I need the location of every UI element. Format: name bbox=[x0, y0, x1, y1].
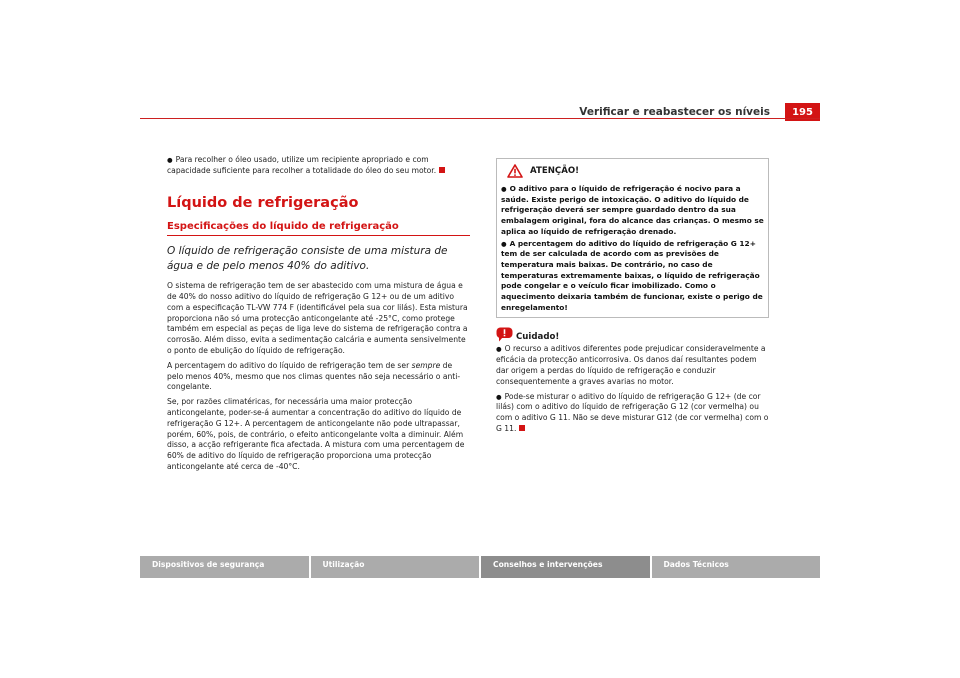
intro-text: O líquido de refrigeração consiste de uma mistura de água e de pelo menos 40% do aditivo. bbox=[167, 245, 448, 272]
footer-nav bbox=[140, 556, 820, 578]
footer-tab-usage[interactable]: Utilização bbox=[311, 556, 480, 578]
warning-triangle-icon bbox=[507, 164, 523, 178]
footer-tab-technical[interactable]: Dados Técnicos bbox=[652, 556, 821, 578]
caution-icon bbox=[496, 327, 513, 342]
oil-disposal-paragraph bbox=[167, 155, 470, 176]
warning-box bbox=[496, 158, 769, 318]
warning-title: ATENÇÃO! bbox=[530, 166, 580, 176]
section-title: Líquido de refrigeração bbox=[167, 195, 359, 212]
warning-item-2-text: A percentagem do aditivo do líquido de refrigeração G 12+ tem de ser calculada de acordo com as previsões de temperatura mais baixas. De contrário, no caso de temperaturas extremamente baixas, o líquido de refrigeração pode congelar e o veículo ficar imobilizado. Como o aquecimento deixaria também de funcionar, existe o perigo de enregelamento! bbox=[501, 238, 763, 312]
caution-item-1 bbox=[496, 344, 769, 387]
caution-item-1-text: O recurso a aditivos diferentes pode prejudicar consideravelmente a eficácia da protecção anticorrosiva. Os danos daí resultantes podem dar origem a perdas do líquido de refrigeração e conduzir consequentemente a graves avarias no motor. bbox=[496, 344, 766, 386]
warning-item-1-text: O aditivo para o líquido de refrigeração é nocivo para a saúde. Existe perigo de intoxicação. O aditivo do líquido de refrigeração deverá ser sempre guardado dentro da sua embalagem original, fora do alcance das crianças. O mesmo se aplica ao líquido de refrigeração drenado. bbox=[501, 184, 764, 236]
bullet-icon bbox=[496, 392, 505, 401]
warning-text bbox=[501, 184, 764, 313]
paragraph-2-end: de pelo menos 40%, mesmo que nos climas quentes não seja necessário o anti-congelante. bbox=[167, 360, 461, 392]
caution-item-2-text: Pode-se misturar o aditivo do líquido de refrigeração G 12+ (de cor lilás) com o aditivo do líquido de refrigeração G 12 (cor vermelha) ou com o aditivo G 11. Não se deve misturar G12 (de cor vermelha) com o G 11. bbox=[496, 391, 769, 433]
bullet-icon bbox=[167, 155, 176, 164]
paragraph-2-emphasis: sempre bbox=[411, 360, 441, 370]
right-column bbox=[496, 158, 769, 439]
paragraph-3: Se, por razões climatéricas, for necessária uma maior protecção anticongelante, poder-se-á aumentar a concentração do aditivo do líquido de refrigeração G 12+. A percentagem de anticongelante não pode ultrapassar, porém, 60%, pois, de contrário, o efeito anticongelante volta a diminuir. Além disso, a acção refrigerante fica afectada. A mistura com uma percentagem de 60% de aditivo do líquido de refrigeração proporciona uma protecção anticongelante até cerca de -40°C. bbox=[167, 397, 465, 471]
footer-tab-advice[interactable]: Conselhos e intervenções bbox=[481, 556, 650, 578]
bullet-icon bbox=[501, 184, 510, 193]
paragraph-1: O sistema de refrigeração tem de ser abastecido com uma mistura de água e de 40% do nosso aditivo do líquido de refrigeração G 12+ ou de um aditivo com a especificação TL-VW 774 F (identificável pela sua cor lilás). Esta mistura proporciona não só uma protecção anticongelante até -25°C, como protege também em especial as peças de liga leve do sistema de refrigeração contra a corrosão. Além disso, evita a sedimentação calcária e aumenta sensivelmente o ponto de ebulição do líquido de refrigeração. bbox=[167, 281, 468, 355]
end-mark-icon bbox=[519, 425, 525, 431]
left-column bbox=[167, 155, 470, 477]
warning-header bbox=[501, 164, 764, 178]
oil-disposal-text: Para recolher o óleo usado, utilize um recipiente apropriado e com capacidade suficiente para recolher a totalidade do óleo do seu motor. bbox=[167, 155, 437, 175]
caution-text bbox=[496, 344, 769, 434]
caution-item-2 bbox=[496, 392, 769, 435]
paragraph-2-start: A percentagem do aditivo do líquido de refrigeração tem de ser bbox=[167, 360, 412, 370]
header-title: Verificar e reabastecer os níveis bbox=[579, 106, 770, 118]
subsection-title: Especificações do líquido de refrigeração bbox=[167, 221, 470, 236]
caution-header bbox=[496, 327, 769, 342]
paragraph-2 bbox=[167, 361, 470, 393]
end-mark-icon bbox=[439, 167, 445, 173]
header-rule bbox=[140, 118, 820, 119]
bullet-icon bbox=[496, 344, 505, 353]
page-number: 195 bbox=[785, 103, 820, 121]
warning-item-2 bbox=[501, 239, 764, 314]
warning-item-1 bbox=[501, 184, 764, 238]
footer-tab-safety[interactable]: Dispositivos de segurança bbox=[140, 556, 309, 578]
bullet-icon bbox=[501, 239, 510, 248]
caution-title: Cuidado! bbox=[516, 332, 560, 343]
coolant-body bbox=[167, 281, 470, 472]
